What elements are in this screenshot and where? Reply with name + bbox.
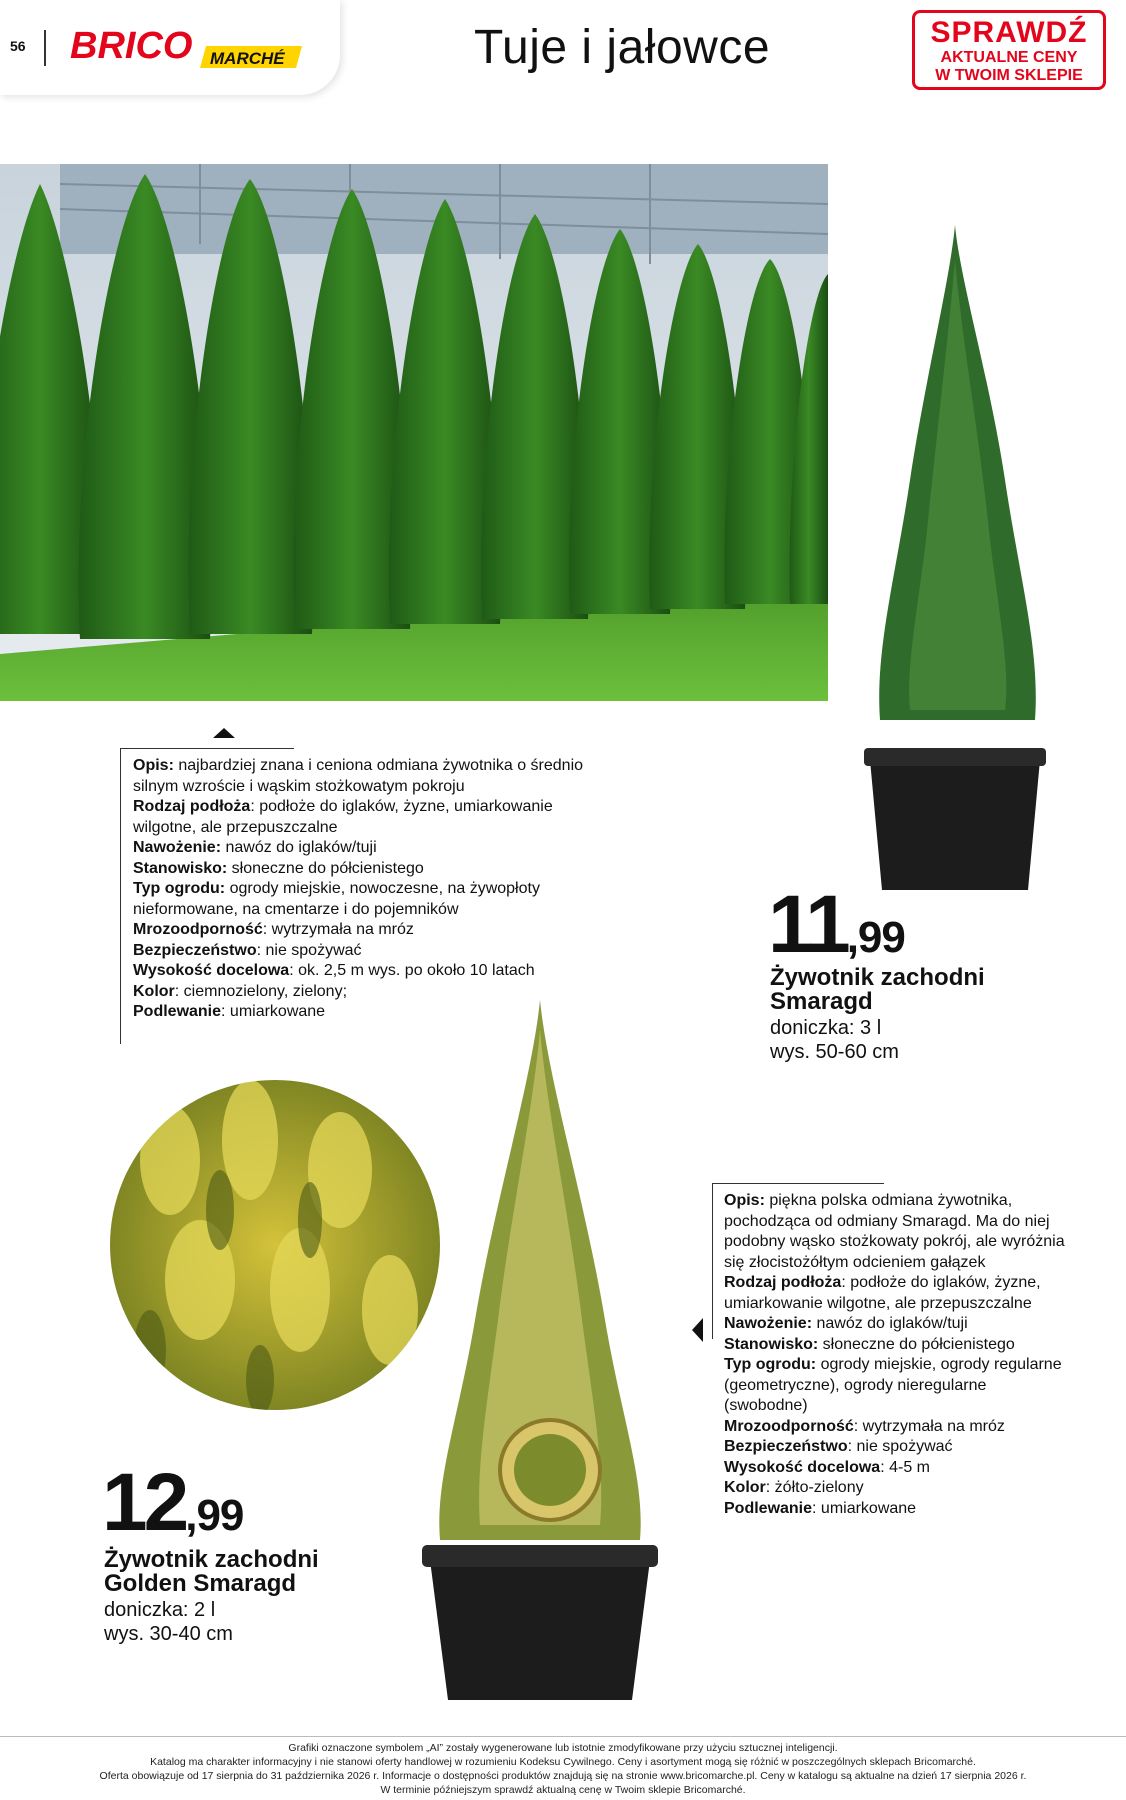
spec-row: Podlewanie: umiarkowane (724, 1499, 917, 1517)
spec-row: Mrozoodporność: wytrzymała na mróz (133, 921, 414, 938)
check-badge-line2: AKTUALNE CENY (940, 49, 1078, 66)
product-name-line: Żywotnik zachodni (104, 1546, 319, 1573)
product2-specs (724, 1191, 1074, 1519)
price-integer: 12 (102, 1457, 186, 1548)
product2-name (104, 1548, 364, 1596)
spec-row: Opis: piękna polska odmiana żywotnika, pochodząca od odmiany Smaragd. Ma do niej podobny wąsko stożkowaty pokrój, ale wyróżnia się złocistożółtym odcieniem gałązek (724, 1192, 1065, 1271)
spec-row: Bezpieczeństwo: nie spożywać (133, 941, 362, 959)
check-badge-line3: W TWOIM SKLEPIE (935, 67, 1083, 84)
product1-price (768, 879, 905, 970)
spec-row: Rodzaj podłoża: podłoże do iglaków, żyzne, umiarkowanie wilgotne, ale przepuszczalne (133, 798, 553, 836)
price-decimal: ,99 (185, 1491, 244, 1540)
golden-foliage-closeup (110, 1080, 440, 1410)
spec-row: Nawożenie: nawóz do iglaków/tuji (133, 839, 377, 856)
product-height: wys. 30-40 cm (104, 1623, 233, 1645)
product-pot-size: doniczka: 3 l (770, 1017, 882, 1039)
spec2-bracket-top (712, 1183, 884, 1184)
footer-line: Oferta obowiązuje od 17 sierpnia do 31 października 2026 r. Informacje o dostępności produktów znajdują się na stronie www.bricomarche.pl. Ceny w katalogu są aktualne na dzień 17 sierpnia 2026 r. (99, 1770, 1027, 1782)
logo-marche-text: MARCHÉ (210, 49, 285, 68)
hedge-photo (0, 164, 828, 701)
pointer-up-icon (213, 728, 235, 738)
check-badge-line1: SPRAWDŹ (930, 16, 1088, 49)
spec1-bracket-side (120, 748, 121, 1044)
footer-divider (0, 1736, 1126, 1737)
page-title: Tuje i jałowce (474, 21, 771, 74)
spec-row: Mrozoodporność: wytrzymała na mróz (724, 1417, 1005, 1435)
product2-info (104, 1598, 233, 1646)
footer-line: Grafiki oznaczone symbolem „AI” zostały wygenerowane lub istotnie zmodyfikowane przy użyciu sztucznej inteligencji. (288, 1742, 838, 1754)
spec-row: Kolor: ciemnozielony, zielony; (133, 982, 348, 1000)
spec-row: Typ ogrodu: ogrody miejskie, ogrody regularne (geometryczne), ogrody nieregularne (swobodne) (724, 1356, 1062, 1414)
spec-row: Wysokość docelowa: ok. 2,5 m wys. po około 10 latach (133, 962, 535, 979)
spec-row: Podlewanie: umiarkowane (133, 1003, 326, 1020)
spec-row: Typ ogrodu: ogrody miejskie, nowoczesne, na żywopłoty nieformowane, na cmentarze i do pojemników (133, 880, 540, 918)
thuja-smaragd-photo (840, 220, 1070, 890)
spec-row: Wysokość docelowa: 4-5 m (724, 1458, 930, 1476)
product-height: wys. 50-60 cm (770, 1041, 899, 1063)
footer-line: Katalog ma charakter informacyjny i nie stanowi oferty handlowej w rozumieniu Kodeksu Cywilnego. Ceny i asortyment mogą się różnić w poszczególnych sklepach Bricomarché. (150, 1756, 976, 1768)
product-name-line: Smaragd (770, 988, 873, 1015)
spec-row: Stanowisko: słoneczne do półcienistego (724, 1335, 1015, 1353)
price-integer: 11 (768, 879, 847, 970)
product-pot-size: doniczka: 2 l (104, 1599, 216, 1621)
footer-disclaimer (30, 1741, 1096, 1797)
product2-price (102, 1457, 244, 1548)
pointer-left-icon (692, 1318, 703, 1342)
product-name-line: Żywotnik zachodni (770, 964, 985, 991)
product1-name (770, 966, 1030, 1014)
spec1-bracket-top (120, 748, 294, 749)
thuja-golden-smaragd-photo (400, 1000, 680, 1700)
spec-row: Opis: najbardziej znana i ceniona odmiana żywotnika o średnio silnym wzroście i wąskim stożkowatym pokroju (133, 757, 584, 795)
spec-row: Stanowisko: słoneczne do półcienistego (133, 859, 424, 877)
price-decimal: ,99 (846, 913, 905, 962)
product1-specs (133, 756, 603, 1023)
spec-row: Nawożenie: nawóz do iglaków/tuji (724, 1315, 968, 1332)
product1-info (770, 1016, 899, 1064)
spec2-bracket-side (712, 1183, 713, 1339)
footer-line: W terminie późniejszym sprawdź aktualną cenę w Twoim sklepie Bricomarché. (380, 1784, 746, 1796)
spec-row: Kolor: żółto-zielony (724, 1479, 864, 1496)
logo-brico-text: BRICO (70, 25, 193, 67)
spec-row: Rodzaj podłoża: podłoże do iglaków, żyzne, umiarkowanie wilgotne, ale przepuszczalne (724, 1274, 1041, 1312)
check-prices-badge (912, 10, 1106, 90)
product-name-line: Golden Smaragd (104, 1570, 297, 1597)
header-divider (44, 30, 46, 66)
bricomarche-logo (70, 22, 302, 70)
page-number: 56 (10, 38, 26, 54)
spec-row: Bezpieczeństwo: nie spożywać (724, 1438, 953, 1455)
